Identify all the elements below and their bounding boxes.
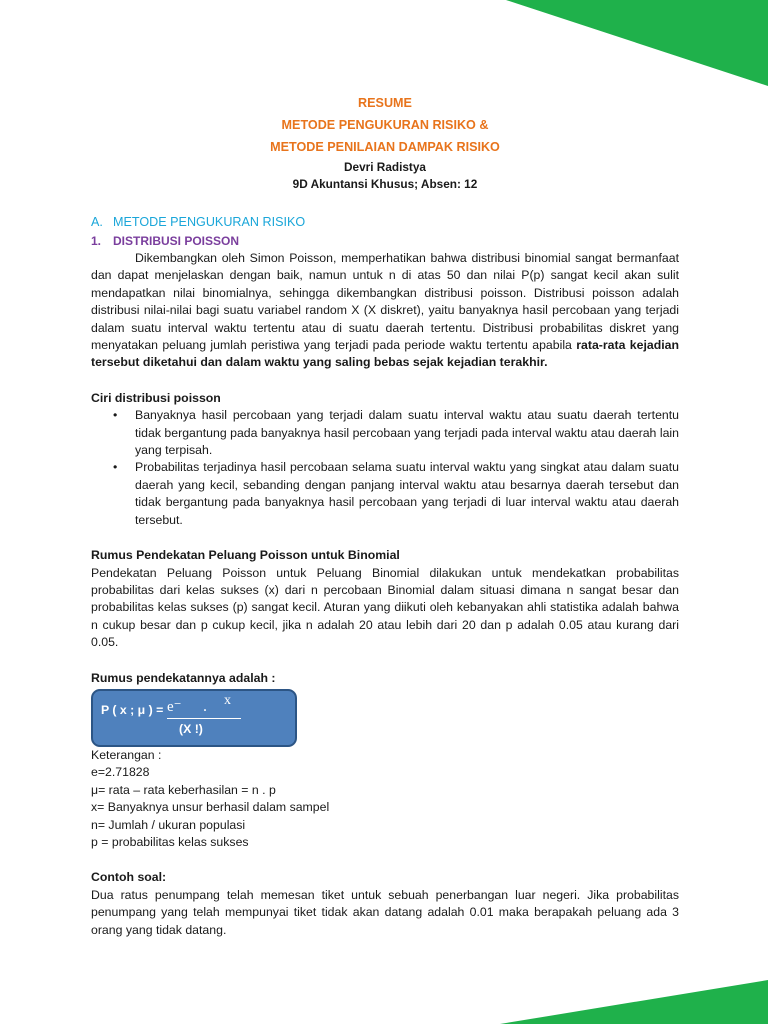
keterangan-line: p = probabilitas kelas sukses — [91, 834, 249, 849]
rumus-pendekatan-heading: Rumus Pendekatan Peluang Poisson untuk Binomial — [91, 548, 400, 563]
bullet-icon: • — [113, 408, 118, 423]
ciri-list — [91, 407, 679, 529]
document-page — [91, 92, 679, 939]
contoh-soal-heading: Contoh soal: — [91, 870, 167, 885]
section-a-heading — [91, 213, 679, 231]
section-a-label: METODE PENGUKURAN RISIKO — [113, 215, 306, 229]
doc-title-line3: METODE PENILAIAN DAMPAK RISIKO — [270, 140, 500, 154]
top-right-green-triangle — [506, 0, 768, 86]
keterangan-line: μ= rata – rata keberhasilan = n . p — [91, 782, 276, 797]
ciri-item-text: Banyaknya hasil percobaan yang terjadi dalam suatu interval waktu atau suatu daerah tertentu tidak bergantung pada banyaknya hasil percobaan yang terjadi pada interval waktu atau daerah lain yang terpisah. — [135, 408, 679, 458]
formula-lhs: P ( x ; μ ) = — [101, 702, 164, 717]
poisson-formula-box — [91, 689, 297, 747]
keterangan-line: x= Banyaknya unsur berhasil dalam sampel — [91, 800, 330, 815]
subsection-1-label: DISTRIBUSI POISSON — [113, 234, 240, 248]
bottom-right-green-triangle — [500, 980, 768, 1024]
ciri-heading: Ciri distribusi poisson — [91, 390, 221, 405]
doc-title-line2: METODE PENGUKURAN RISIKO & — [281, 118, 489, 132]
keterangan-line: e=2.71828 — [91, 765, 150, 780]
formula-denominator: (X !) — [179, 721, 203, 736]
formula-x-term: x — [224, 692, 231, 708]
bullet-icon: • — [113, 460, 118, 475]
author-name: Devri Radistya — [344, 160, 426, 174]
formula-fraction-line — [167, 718, 241, 719]
rumus-pendekatan-paragraph: Pendekatan Peluang Poisson untuk Peluang Binomial dilakukan untuk mendekatkan probabilitas probabilitas dari kelas sukses (x) dari n percobaan Binomial dalam situasi dimana n sangat besar dan probabilitas kelas sukses (p) sangat kecil. Aturan yang diikuti oleh kebanyakan ahli statistika adalah bahwa n cukup besar dan p cukup kecil, jika n adalah 20 atau lebih dari 20 dan p adalah 0.05 atau kurang dari 0.05. — [91, 565, 679, 650]
list-item — [91, 407, 679, 459]
subsection-1-heading — [91, 232, 679, 250]
formula-dot: . — [203, 697, 207, 715]
contoh-soal-paragraph: Dua ratus penumpang telah memesan tiket untuk sebuah penerbangan luar negeri. Jika probabilitas penumpang yang telah mempunyai tiket tidak akan datang adalah 0.01 maka berapakah peluang ada 3 orang yang tidak datang. — [91, 887, 679, 937]
keterangan-heading: Keterangan : — [91, 747, 162, 762]
poisson-intro-text: Dikembangkan oleh Simon Poisson, memperhatikan bahwa distribusi binomial sangat bermanfaat dan dapat menjelaskan dengan baik, namun untuk n di atas 50 dan nilai P(p) sangat kecil akan sulit mendapatkan nilai binomialnya, sehingga dikembangkan distribusi poisson. Distribusi poisson adalah distribusi nilai-nilai bagi suatu variabel random X (X diskret), yaitu banyaknya hasil percobaan yang terjadi dalam suatu interval waktu tertentu atau di suatu daerah tertentu. Distribusi probabilitas diskret yang menyatakan peluang jumlah peristiwa yang terjadi pada periode waktu tertentu apabila — [91, 251, 679, 353]
class-info: 9D Akuntansi Khusus; Absen: 12 — [292, 177, 478, 191]
list-item — [91, 459, 679, 529]
doc-title-line1: RESUME — [358, 96, 412, 110]
poisson-intro-bold-text: rata-rata kejadian tersebut diketahui dan dalam waktu yang saling bebas sejak kejadian terakhir. — [91, 338, 679, 370]
subsection-1-number: 1. — [91, 234, 102, 248]
formula-intro: Rumus pendekatannya adalah : — [91, 670, 276, 685]
formula-e-term: e⁻ — [167, 698, 182, 715]
section-a-number: A. — [91, 215, 103, 229]
ciri-item-text: Probabilitas terjadinya hasil percobaan selama suatu interval waktu yang singkat atau dalam suatu daerah yang kecil, sebanding dengan panjang interval waktu atau besarnya daerah tersebut dan tidak bergantung pada banyaknya hasil percobaan yang terjadi di luar interval waktu atau daerah tersebut. — [135, 460, 679, 527]
keterangan-line: n= Jumlah / ukuran populasi — [91, 817, 246, 832]
poisson-intro-paragraph — [91, 250, 679, 372]
